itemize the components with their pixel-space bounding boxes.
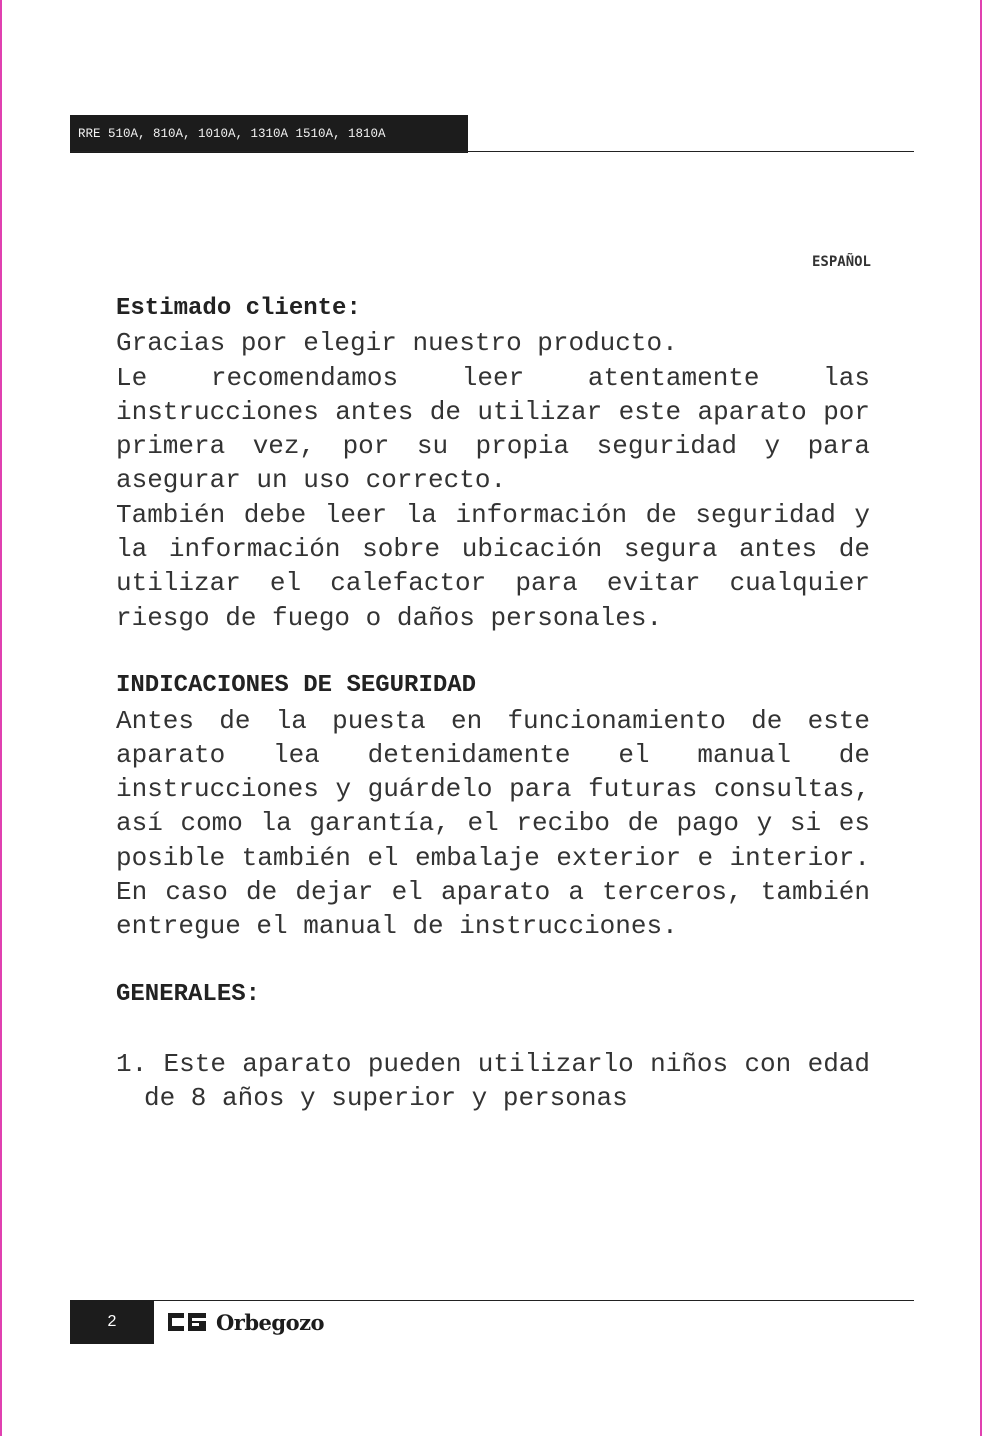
page-number — [70, 1300, 154, 1344]
cg-logo-icon — [168, 1313, 206, 1331]
section-spacer — [116, 635, 870, 669]
trim-mark-right — [980, 0, 982, 1436]
model-list-tag: RRE 510A, 810A, 1010A, 1310A 1510A, 1810A — [70, 115, 468, 153]
section-spacer — [116, 1012, 870, 1046]
general-item-1: 1. Este aparato pueden utilizarlo niños con edad de 8 años y superior y personas — [116, 1048, 870, 1113]
safety-heading: INDICACIONES DE SEGURIDAD — [116, 672, 477, 700]
header-divider — [70, 151, 914, 152]
footer-divider — [70, 1300, 914, 1301]
language-label: ESPAÑOL — [811, 254, 871, 270]
brand-logo — [168, 1308, 324, 1336]
greeting-heading: Estimado cliente: — [116, 295, 361, 322]
greeting-recommendation: Le recomendamos leer atentamente las instrucciones antes de utilizar este aparato por primera vez, por su propia seguridad y para asegurar un uso correcto. — [116, 362, 870, 496]
greeting-thanks: Gracias por elegir nuestro producto. — [116, 328, 678, 359]
safety-paragraph: Antes de la puesta en funcionamiento de este aparato lea detenidamente el manual de instrucciones y guárdelo para futuras consultas, así como la garantía, el recibo de pago y si es posible también el embalaje exterior e interior. En caso de dejar el aparato a terceros, también entregue el manual de instrucciones. — [116, 705, 870, 942]
general-heading: GENERALES: — [116, 980, 261, 1008]
greeting-safety-note: También debe leer la información de seguridad y la información sobre ubicación segura antes de utilizar el calefactor para evitar cualquier riesgo de fuego o daños personales. — [116, 499, 870, 633]
section-spacer — [116, 944, 870, 978]
trim-mark-left — [0, 0, 2, 1436]
page-content — [116, 292, 870, 1115]
page-number-text: 2 — [107, 1313, 117, 1330]
brand-name: Orbegozo — [216, 1309, 325, 1335]
